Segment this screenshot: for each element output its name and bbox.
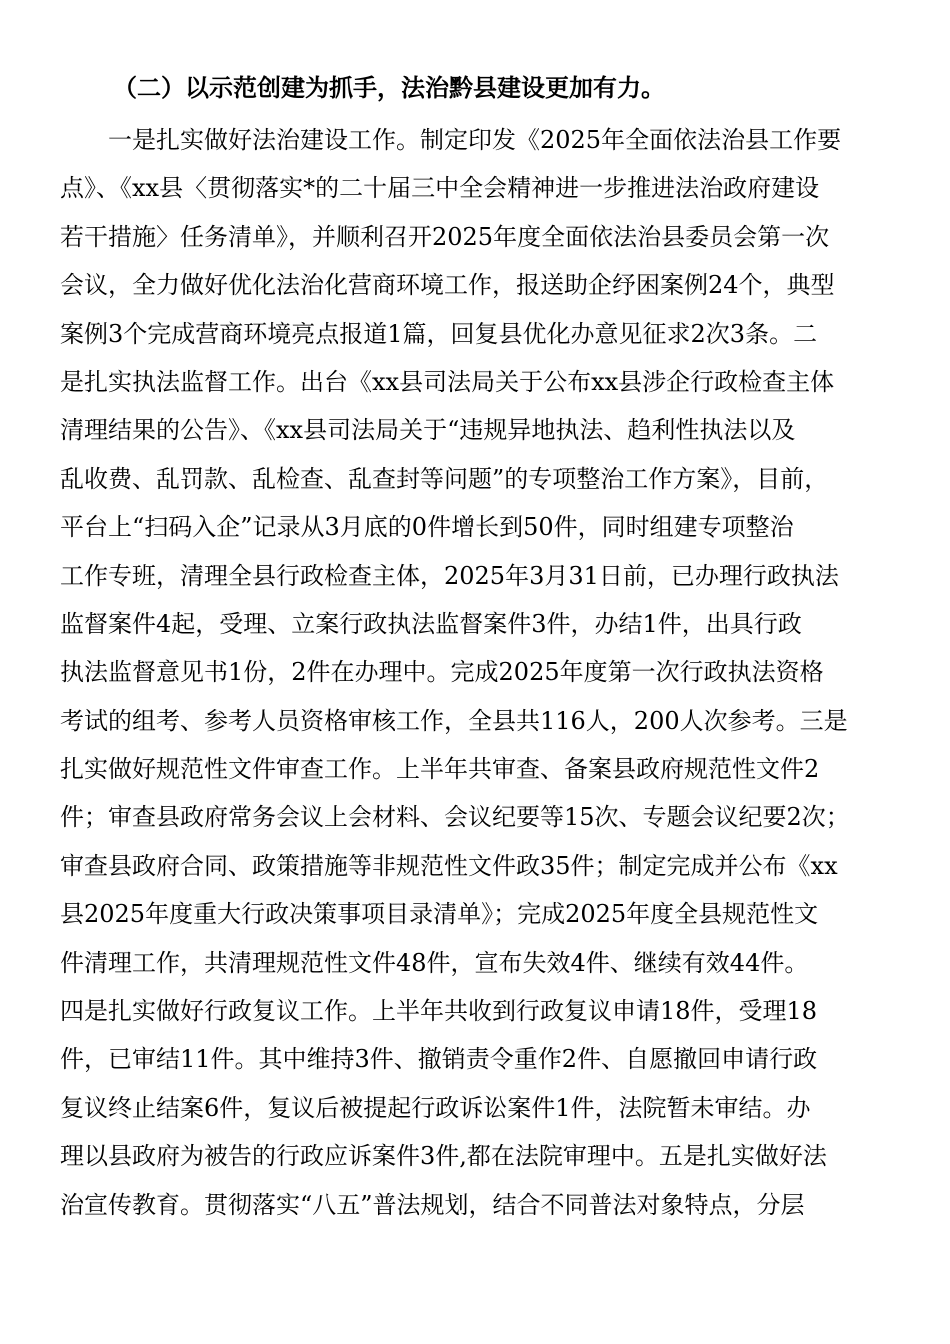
text-line: 若干措施〉任务清单》，并顺利召开2025年度全面依法治县委员会第一次 (60, 222, 830, 251)
text-line: 县2025年度重大行政决策事项目录清单》；完成2025年度全县规范性文 (60, 900, 819, 929)
text-line: 案例3个完成营商环境亮点报道1篇，回复县优化办意见征求2次3条。二 (60, 319, 818, 348)
text-line: 审查县政府合同、政策措施等非规范性文件政35件；制定完成并公布《xx (60, 851, 838, 880)
text-line: 执法监督意见书1份，2件在办理中。完成2025年度第一次行政执法资格 (60, 658, 824, 687)
text-line: 复议终止结案6件，复议后被提起行政诉讼案件1件，法院暂未审结。办 (60, 1093, 811, 1122)
text-line: 考试的组考、参考人员资格审核工作，全县共116人，200人次参考。三是 (60, 706, 848, 735)
text-line: 乱收费、乱罚款、乱检查、乱查封等问题”的专项整治工作方案》，目前， (60, 464, 829, 493)
text-line: 件清理工作，共清理规范性文件48件，宣布失效4件、继续有效44件。 (60, 948, 809, 977)
text-line: 治宣传教育。贯彻落实“八五”普法规划，结合不同普法对象特点，分层 (60, 1190, 805, 1219)
text-line: 是扎实执法监督工作。出台《xx县司法局关于公布xx县涉企行政检查主体 (60, 367, 835, 396)
text-line: 件；审查县政府常务会议上会材料、会议纪要等15次、专题会议纪要2次； (60, 803, 850, 832)
section-heading: （二）以示范创建为抓手，法治黔县建设更加有力。 (113, 74, 665, 102)
text-line: 扎实做好规范性文件审查工作。上半年共审查、备案县政府规范性文件2 (60, 755, 820, 784)
text-line: 平台上“扫码入企”记录从3月底的0件增长到50件，同时组建专项整治 (60, 513, 794, 542)
text-line: 清理结果的公告》、《xx县司法局关于“违规异地执法、趋利性执法以及 (60, 416, 796, 445)
text-line: 工作专班，清理全县行政检查主体，2025年3月31日前，已办理行政执法 (60, 561, 839, 590)
text-line: 四是扎实做好行政复议工作。上半年共收到行政复议申请18件，受理18 (60, 997, 818, 1026)
text-line: 件，已审结11件。其中维持3件、撤销责令重作2件、自愿撤回申请行政 (60, 1045, 818, 1074)
text-line: 会议，全力做好优化法治化营商环境工作，报送助企纾困案例24个，典型 (60, 271, 835, 300)
text-line: 理以县政府为被告的行政应诉案件3件,都在法院审理中。五是扎实做好法 (60, 1142, 827, 1171)
text-line: 点》、《xx县〈贯彻落实*的二十届三中全会精神进一步推进法治政府建设 (60, 174, 820, 203)
text-line: 一是扎实做好法治建设工作。制定印发《2025年全面依法治县工作要 (60, 126, 842, 154)
text-line: 监督案件4起，受理、立案行政执法监督案件3件，办结1件，出具行政 (60, 609, 802, 638)
body-paragraph (60, 116, 900, 1229)
